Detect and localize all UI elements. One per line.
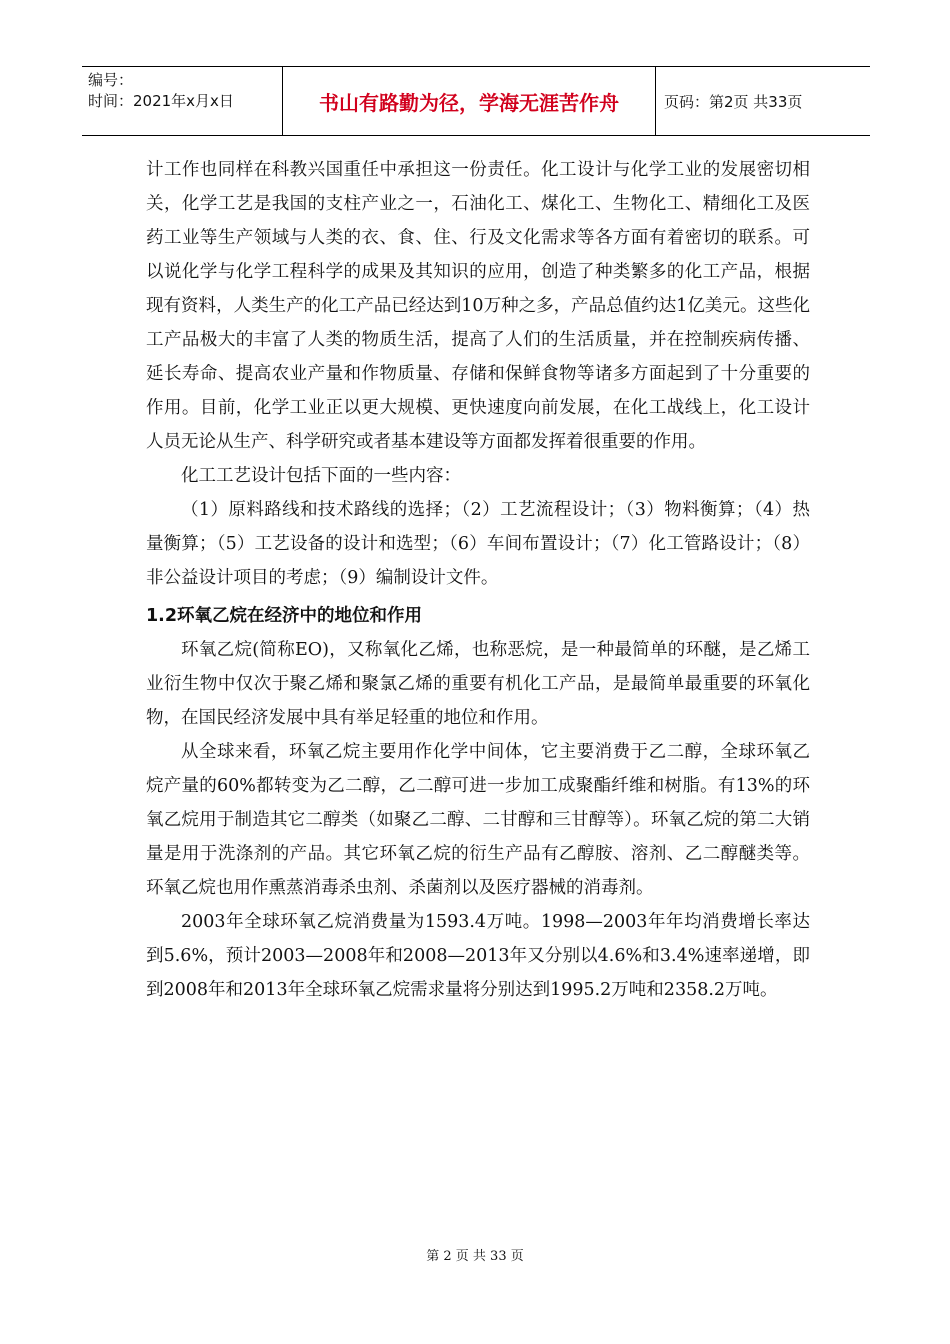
paragraph-eo-uses: 从全球来看，环氧乙烷主要用作化学中间体，它主要消费于乙二醇，全球环氧乙烷产量的60%都转变为乙二醇，乙二醇可进一步加工成聚酯纤维和树脂。有13%的环氧乙烷用于制造其它二醇类（如聚乙二醇、二甘醇和三甘醇等）。环氧乙烷的第二大销量是用于洗涤剂的产品。其它环氧乙烷的衍生产品有乙醇胺、溶剂、乙二醇醚类等。环氧乙烷也用作熏蒸消毒杀虫剂、杀菌剂以及医疗器械的消毒剂。 — [146, 742, 810, 898]
page-header — [82, 66, 870, 136]
paragraph-design-intro: 化工工艺设计包括下面的一些内容： — [181, 466, 461, 486]
header-page-info: 页码：第2页 共33页 — [664, 92, 803, 111]
section-heading: 1.2环氧乙烷在经济中的地位和作用 — [146, 606, 422, 626]
document-body — [146, 153, 810, 1007]
header-motto: 书山有路勤为径，学海无涯苦作舟 — [282, 67, 656, 135]
code-label: 编号： — [88, 71, 134, 89]
time-label: 时间：2021年x月x日 — [88, 92, 234, 110]
page-footer: 第 2 页 共 33 页 — [426, 1249, 524, 1264]
header-meta — [82, 67, 282, 135]
paragraph-eo-definition: 环氧乙烷(简称EO)，又称氧化乙烯，也称恶烷，是一种最简单的环醚，是乙烯工业衍生物中仅次于聚乙烯和聚氯乙烯的重要有机化工产品，是最简单最重要的环氧化物，在国民经济发展中具有举足轻重的地位和作用。 — [146, 640, 810, 728]
paragraph-continuation: 计工作也同样在科教兴国重任中承担这一份责任。化工设计与化学工业的发展密切相关，化学工艺是我国的支柱产业之一，石油化工、煤化工、生物化工、精细化工及医药工业等生产领域与人类的衣、食、住、行及文化需求等各方面有着密切的联系。可以说化学与化学工程科学的成果及其知识的应用，创造了种类繁多的化工产品，根据现有资料，人类生产的化工产品已经达到10万种之多，产品总值约达1亿美元。这些化工产品极大的丰富了人类的物质生活，提高了人们的生活质量，并在控制疾病传播、延长寿命、提高农业产量和作物质量、存储和保鲜食物等诸多方面起到了十分重要的作用。目前，化学工业正以更大规模、更快速度向前发展，在化工战线上，化工设计人员无论从生产、科学研究或者基本建设等方面都发挥着很重要的作用。 — [146, 160, 810, 452]
paragraph-eo-consumption: 2003年全球环氧乙烷消费量为1593.4万吨。1998—2003年年均消费增长率达到5.6%，预计2003—2008年和2008—2013年又分别以4.6%和3.4%速率递增，即到2008年和2013年全球环氧乙烷需求量将分别达到1995.2万吨和2358.2万吨。 — [146, 912, 810, 1000]
paragraph-design-list: （1）原料路线和技术路线的选择；（2）工艺流程设计；（3）物料衡算；（4）热量衡算；（5）工艺设备的设计和选型；（6）车间布置设计；（7）化工管路设计；（8）非公益设计项目的考虑；（9）编制设计文件。 — [146, 500, 810, 588]
